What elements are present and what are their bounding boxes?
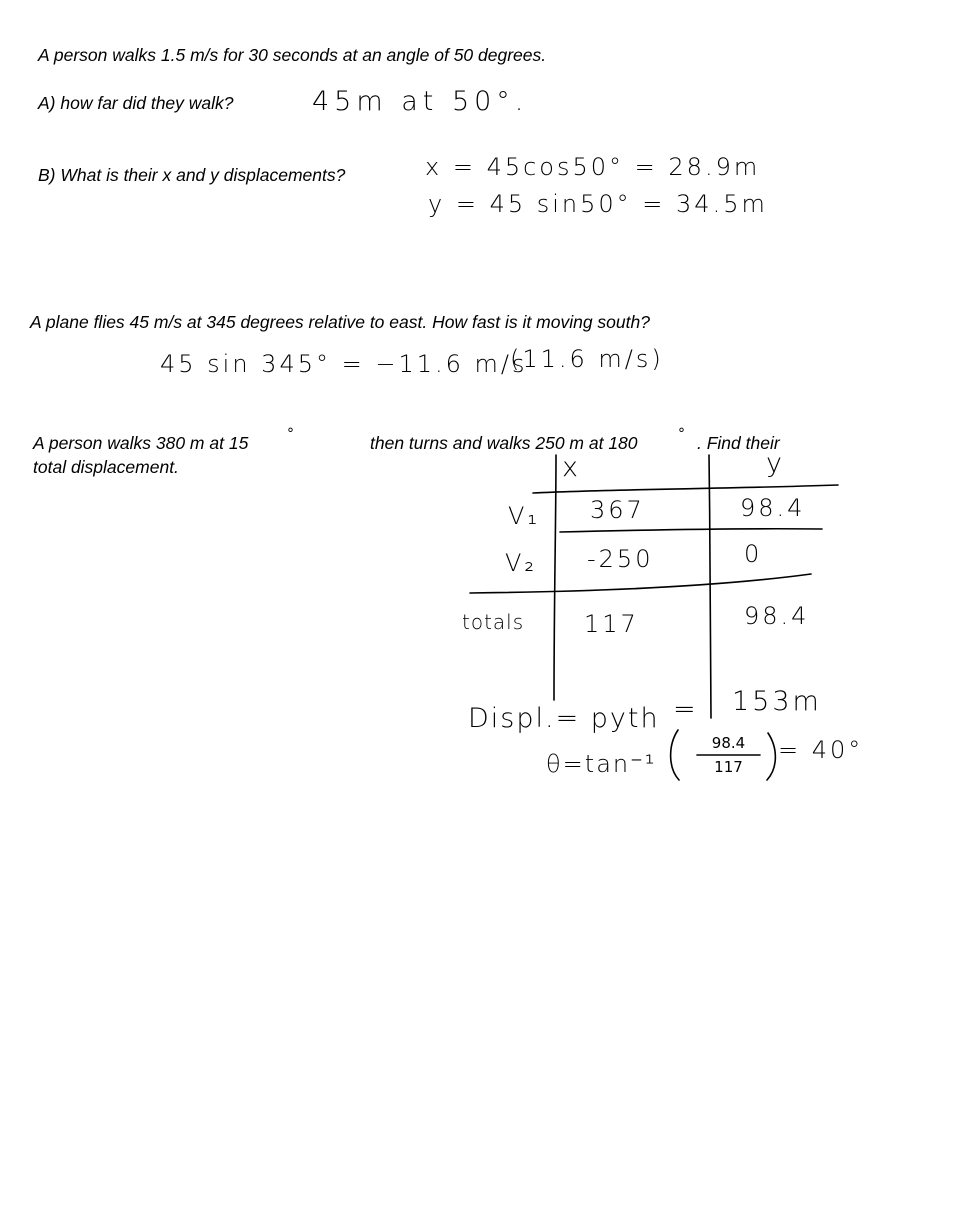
table-vline-right xyxy=(709,455,711,718)
problem1-statement: A person walks 1.5 m/s for 30 seconds at an angle of 50 degrees. xyxy=(38,45,547,65)
displacement-value: 153m xyxy=(732,686,822,717)
problem2-work: 45 sin 345° = −11.6 m/s xyxy=(160,350,528,378)
displacement-equals: = xyxy=(673,694,699,725)
table-row1-label: V₁ xyxy=(508,502,541,530)
theta-label: θ=tan⁻¹ xyxy=(546,750,657,778)
problem3-degree-mark-1: ° xyxy=(287,426,294,442)
table-row2-x: -250 xyxy=(587,545,654,573)
theta-result: = 40° xyxy=(778,736,864,764)
theta-paren-right xyxy=(767,733,775,780)
table-header-y: y xyxy=(766,448,785,479)
problem2-answer: (11.6 m/s) xyxy=(510,345,664,373)
table-hline-header xyxy=(533,485,838,493)
problem1-part-b-question: B) What is their x and y displacements? xyxy=(38,165,346,185)
problem3-statement-part1: A person walks 380 m at 15 xyxy=(33,433,249,453)
problem3-degree-mark-2: ° xyxy=(678,426,685,442)
table-row1-x: 367 xyxy=(590,496,645,524)
problem3-statement-part2: then turns and walks 250 m at 180 xyxy=(370,433,638,453)
problem1-part-b-answer-x: x = 45cos50° = 28.9m xyxy=(425,153,761,181)
table-row2-label: V₂ xyxy=(505,549,538,577)
table-row1-y: 98.4 xyxy=(740,494,806,522)
problem1-part-b-answer-y: y = 45 sin50° = 34.5m xyxy=(428,190,768,218)
problem2-statement: A plane flies 45 m/s at 345 degrees relative to east. How fast is it moving south? xyxy=(30,312,650,332)
table-row3-x: 117 xyxy=(584,610,639,638)
theta-denominator: 117 xyxy=(714,758,743,776)
table-row3-y: 98.4 xyxy=(744,602,810,630)
problem1-part-a-question: A) how far did they walk? xyxy=(38,93,234,113)
table-header-x: x xyxy=(562,452,581,483)
problem3-statement-part3: . Find their xyxy=(697,433,780,453)
theta-paren-left xyxy=(671,730,679,780)
theta-numerator: 98.4 xyxy=(711,734,746,752)
table-row3-label: totals xyxy=(462,610,525,634)
table-row2-y: 0 xyxy=(744,540,763,568)
problem3-statement-line2: total displacement. xyxy=(33,457,179,477)
table-hline-row1 xyxy=(560,529,822,532)
displacement-label: Displ.= pyth xyxy=(468,703,660,734)
problem1-part-a-answer: 45m at 50°. xyxy=(312,86,529,117)
